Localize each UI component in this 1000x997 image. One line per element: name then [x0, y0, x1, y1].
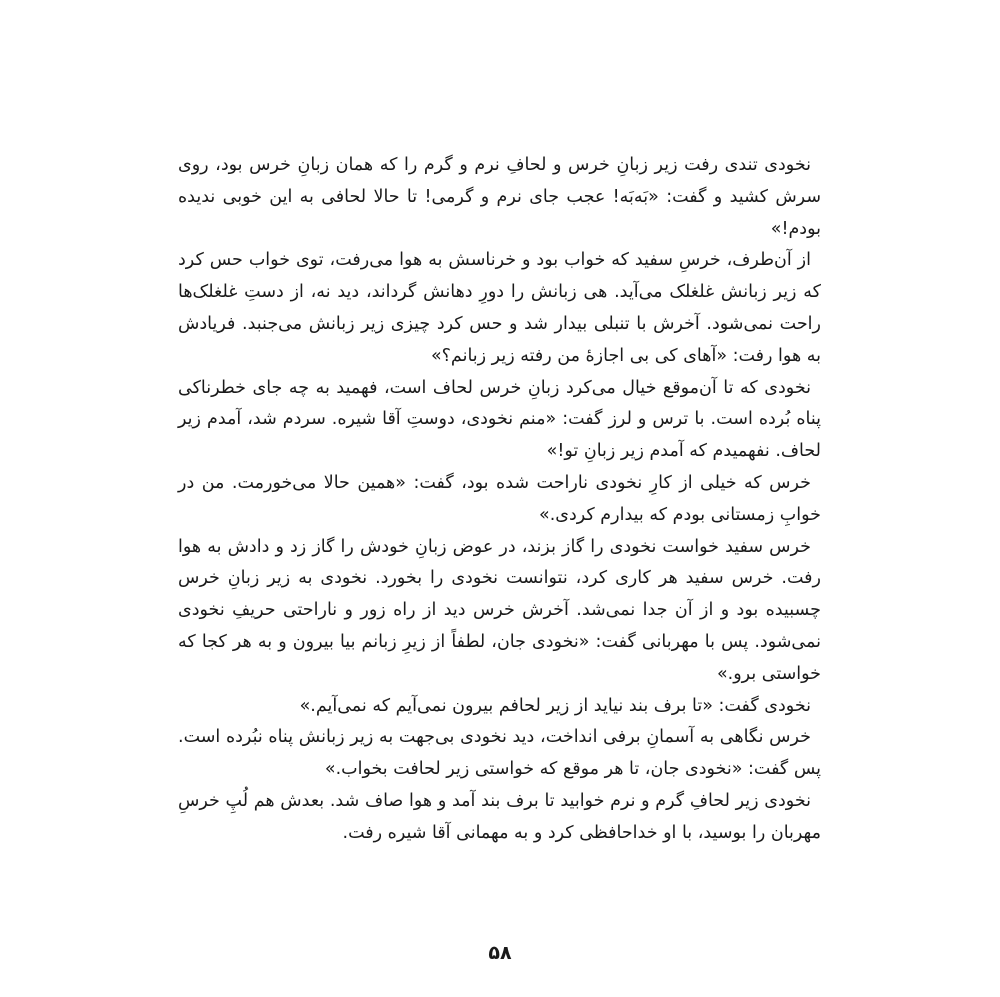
paragraph: نخودی که تا آن‌موقع خیال می‌کرد زبانِ خرس لحاف است، فهمید به چه جای خطرناکی پناه بُرده است. با ترس و لرز گفت: «منم نخودی، دوستِ آقا شیره. سردم شد، آمدم زیر لحاف. نفهمیدم که آمدم زیر زبانِ تو!» — [178, 377, 821, 462]
paragraph: خرس که خیلی از کارِ نخودی ناراحت شده بود، گفت: «همین حالا می‌خورمت. من در خوابِ زمستانی بودم که بیدارم کردی.» — [178, 472, 821, 525]
paragraph: از آن‌طرف، خرسِ سفید که خواب بود و خرناسش به هوا می‌رفت، توی خواب حس کرد که زیر زبانش غلغلک می‌آید. هی زبانش را دورِ دهانش گرداند، دید نه، از دستِ غلغلک‌ها راحت نمی‌شود. آخرش با تنبلی بیدار شد و حس کرد چیزی زیر زبانش می‌جنبد. فریادش به هوا رفت: «آهای کی بی اجازهٔ من رفته زیر زبانم؟» — [178, 250, 821, 366]
paragraph: خرس نگاهی به آسمانِ برفی انداخت، دید نخودی بی‌جهت به زیر زبانش پناه نبُرده است. پس گفت: «نخودی جان، تا هر موقع که خواستی زیر لحافت بخواب.» — [178, 727, 821, 780]
paragraph: نخودی تندی رفت زیر زبانِ خرس و لحافِ نرم و گرم را که همان زبانِ خرس بود، روی سرش کشید و گفت: «بَه‌بَه! عجب جای نرم و گرمی! تا حالا لحافی به این خوبی ندیده بودم!» — [178, 155, 821, 239]
paragraph: نخودی زیر لحافِ گرم و نرم خوابید تا برف بند آمد و هوا صاف شد. بعدش هم لُپِ خرسِ مهربان را بوسید، با او خداحافظی کرد و به مهمانی آقا شیره رفت. — [178, 790, 821, 843]
paragraph: نخودی گفت: «تا برف بند نیاید از زیر لحافم بیرون نمی‌آیم که نمی‌آیم.» — [299, 695, 811, 716]
story-text-block — [178, 150, 821, 850]
page-number: ۵۸ — [488, 942, 512, 964]
paragraph: خرس سفید خواست نخودی را گاز بزند، در عوض زبانِ خودش را گاز زد و دادش به هوا رفت. خرس سفید هر کاری کرد، نتوانست نخودی را بخورد. نخودی به زیر زبانِ خرس چسبیده بود و از آن جدا نمی‌شد. آخرش خرس دید از راه زور و ناراحتی حریفِ نخودی نمی‌شود. پس با مهربانی گفت: «نخودی جان، لطفاً از زیرِ زبانم بیا بیرون و به هر کجا که خواستی برو.» — [178, 536, 821, 684]
